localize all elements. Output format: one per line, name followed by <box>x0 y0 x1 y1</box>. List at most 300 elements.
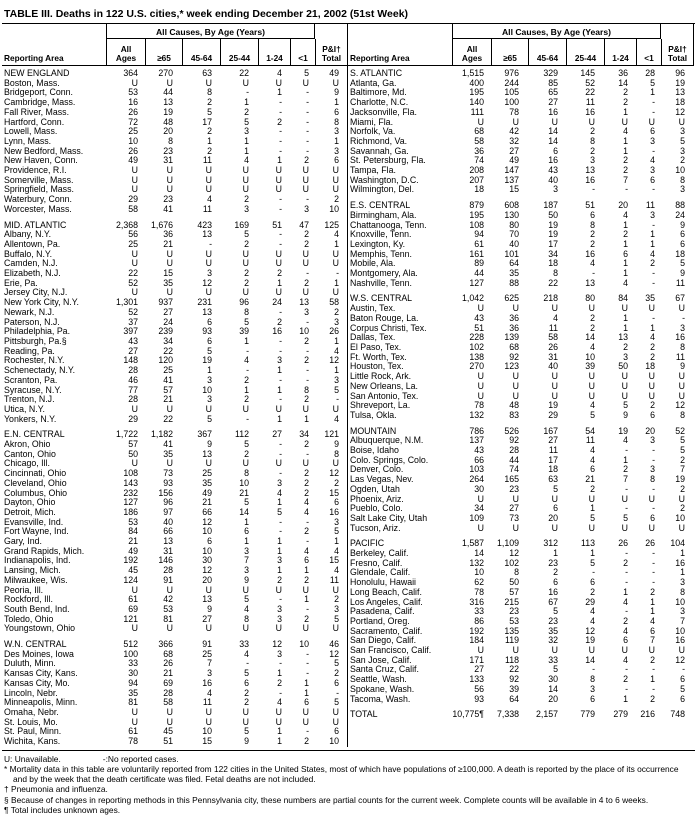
table-row <box>2 88 347 98</box>
left-header <box>2 24 347 66</box>
value-cell: 3 <box>334 145 339 156</box>
value-cell: 80 <box>509 219 519 230</box>
value-cell: 3 <box>304 203 309 214</box>
value-cell: U <box>512 493 519 504</box>
table-row <box>2 127 347 137</box>
value-cell: 2 <box>650 351 655 362</box>
value-cell: 28 <box>163 565 173 576</box>
reporting-area-cell: Indianapolis, Ind. <box>4 556 71 566</box>
value-cell: - <box>652 277 655 288</box>
reporting-area-cell: MOUNTAIN <box>350 426 397 436</box>
value-cell: 18 <box>675 248 685 259</box>
value-cell: 12 <box>675 654 685 665</box>
value-cell: U <box>302 623 309 634</box>
value-cell: U <box>166 258 173 269</box>
value-cell: 16 <box>548 155 558 166</box>
value-cell: 25 <box>128 238 138 249</box>
value-cell: U <box>621 522 628 533</box>
value-cell: 146 <box>158 555 173 566</box>
value-cell: 140 <box>469 97 484 108</box>
value-cell: 16 <box>585 248 595 259</box>
value-cell: 10 <box>585 351 595 362</box>
value-cell: U <box>302 403 309 414</box>
table-row <box>2 195 347 205</box>
value-cell: 2 <box>334 194 339 205</box>
reporting-area-cell: New York City, N.Y. <box>4 298 79 308</box>
value-cell: 24 <box>272 297 282 308</box>
value-cell: 29 <box>585 596 595 607</box>
value-cell: 69 <box>128 603 138 614</box>
value-cell: 9 <box>334 439 339 450</box>
value-cell: 11 <box>675 351 685 362</box>
value-cell: 1,515 <box>461 68 484 78</box>
value-cell: U <box>275 403 282 414</box>
value-cell: U <box>205 77 212 88</box>
value-cell: 8 <box>244 306 249 317</box>
value-cell: - <box>306 668 309 679</box>
value-cell: 7 <box>623 174 628 185</box>
value-cell: 5 <box>244 726 249 737</box>
value-cell: 23 <box>163 145 173 156</box>
value-cell: 1 <box>334 335 339 346</box>
value-cell: 80 <box>585 293 595 304</box>
value-cell: U <box>205 623 212 634</box>
value-cell: U <box>242 707 249 717</box>
value-cell: - <box>306 448 309 459</box>
value-cell: 3 <box>207 374 212 385</box>
value-cell: 1 <box>623 135 628 146</box>
value-cell: - <box>625 483 628 494</box>
reporting-area-cell: Allentown, Pa. <box>4 239 61 249</box>
value-cell: 3 <box>680 145 685 156</box>
value-cell: 22 <box>509 664 519 675</box>
table-row <box>2 450 347 460</box>
reporting-area-cell: Cambridge, Mass. <box>4 98 76 108</box>
value-cell: 5 <box>334 384 339 395</box>
value-cell: U <box>166 248 173 259</box>
table-row <box>2 586 347 596</box>
value-cell: 27 <box>128 345 138 356</box>
value-cell: 2 <box>277 316 282 327</box>
value-cell: 6 <box>334 726 339 737</box>
value-cell: 18 <box>548 464 558 475</box>
value-cell: 23 <box>163 194 173 205</box>
table-row <box>2 318 347 328</box>
footnote-marker: * <box>4 764 10 775</box>
header-line: Ages <box>461 53 483 63</box>
value-cell: U <box>512 371 519 382</box>
value-cell: 50 <box>509 577 519 588</box>
value-cell: 83 <box>509 409 519 420</box>
value-cell: 13 <box>585 277 595 288</box>
region-total-row <box>2 430 347 440</box>
value-cell: 5 <box>680 258 685 269</box>
value-cell: 13 <box>585 165 595 176</box>
value-cell: U <box>131 184 138 195</box>
table-row <box>2 737 347 747</box>
value-cell: 16 <box>548 106 558 117</box>
header-line: 25-44 <box>574 53 597 63</box>
table-row <box>2 376 347 386</box>
value-cell: 35 <box>548 625 558 636</box>
value-cell: 195 <box>469 87 484 98</box>
value-cell: - <box>652 683 655 694</box>
value-cell: U <box>275 623 282 634</box>
value-cell: - <box>306 658 309 669</box>
header-line: Total <box>667 53 688 63</box>
value-cell: U <box>648 645 655 656</box>
reporting-area-cell: Peoria, Ill. <box>4 585 44 595</box>
value-cell: 35 <box>509 268 519 279</box>
value-cell: 1 <box>680 548 685 559</box>
value-cell: - <box>306 268 309 279</box>
table-row <box>2 547 347 557</box>
value-cell: 10 <box>329 203 339 214</box>
value-cell: 3 <box>680 577 685 588</box>
footnote <box>4 805 693 815</box>
value-cell: 8 <box>590 219 595 230</box>
value-cell: 37 <box>128 316 138 327</box>
table-row <box>348 98 694 108</box>
reporting-area-cell: Las Vegas, Nev. <box>350 475 414 485</box>
value-cell: U <box>275 584 282 595</box>
value-cell: 26 <box>548 341 558 352</box>
value-cell: 21 <box>202 497 212 508</box>
value-cell: 44 <box>474 268 484 279</box>
region-total-row <box>348 69 694 79</box>
value-cell: - <box>652 454 655 465</box>
table-row <box>2 269 347 279</box>
table-row <box>348 675 694 685</box>
value-cell: - <box>246 413 249 424</box>
value-cell: 133 <box>469 674 484 685</box>
region-section <box>348 539 694 704</box>
value-cell: 156 <box>158 487 173 498</box>
table-row <box>348 568 694 578</box>
value-cell: 3 <box>650 209 655 220</box>
value-cell: U <box>332 165 339 176</box>
header-line: 45-64 <box>536 53 559 63</box>
reporting-area-cell: Miami, Fla. <box>350 117 394 127</box>
value-cell: - <box>306 87 309 98</box>
value-cell: 121 <box>324 429 339 440</box>
value-cell: 3 <box>244 203 249 214</box>
region-section <box>2 430 347 634</box>
value-cell: 186 <box>123 506 138 517</box>
value-cell: 4 <box>207 687 212 698</box>
value-cell: 13 <box>202 594 212 605</box>
value-cell: 2 <box>304 439 309 450</box>
value-cell: U <box>275 184 282 195</box>
value-cell: 215 <box>504 596 519 607</box>
footnote-text: Total includes unknown ages. <box>10 804 121 815</box>
value-cell: 96 <box>163 497 173 508</box>
value-cell: 169 <box>234 219 249 230</box>
value-cell: 31 <box>163 545 173 556</box>
value-cell: 10 <box>675 625 685 636</box>
value-cell: 15 <box>202 736 212 747</box>
age-column-header <box>106 39 145 65</box>
value-cell: 8 <box>680 586 685 597</box>
table-row <box>2 669 347 679</box>
value-cell: 41 <box>163 374 173 385</box>
value-cell: U <box>131 458 138 469</box>
table-row <box>2 308 347 318</box>
header-line: Total <box>321 53 342 63</box>
region-total-row <box>348 539 694 549</box>
footnote <box>4 764 693 784</box>
value-cell: 39 <box>509 683 519 694</box>
value-cell: 73 <box>163 468 173 479</box>
value-cell: 57 <box>128 439 138 450</box>
value-cell: U <box>275 258 282 269</box>
value-cell: 103 <box>469 464 484 475</box>
pi-header-spacer <box>661 24 693 39</box>
value-cell: 13 <box>618 332 628 343</box>
value-cell: U <box>205 184 212 195</box>
value-cell: 6 <box>623 248 628 259</box>
reporting-area-cell: Boston, Mass. <box>4 78 60 88</box>
value-cell: 6 <box>207 316 212 327</box>
table-row <box>348 79 694 89</box>
value-cell: U <box>302 165 309 176</box>
value-cell: 937 <box>158 297 173 308</box>
value-cell: 23 <box>509 483 519 494</box>
table-row <box>348 221 694 231</box>
table-row <box>2 230 347 240</box>
value-cell: 2 <box>650 693 655 704</box>
value-cell: 1 <box>277 497 282 508</box>
value-cell: 3 <box>553 184 558 195</box>
reporting-area-cell: Fall River, Mass. <box>4 107 70 117</box>
value-cell: 11 <box>329 574 339 585</box>
value-cell: - <box>652 97 655 108</box>
value-cell: U <box>131 258 138 269</box>
value-cell: 8 <box>334 448 339 459</box>
value-cell: 8 <box>553 268 558 279</box>
value-cell: 1 <box>623 322 628 333</box>
reporting-area-cell: San Antonio, Tex. <box>350 391 419 401</box>
value-cell: 20 <box>202 574 212 585</box>
value-cell: 3 <box>650 135 655 146</box>
table-row <box>2 405 347 415</box>
value-cell: 34 <box>548 248 558 259</box>
value-cell: U <box>588 371 595 382</box>
value-cell: 5 <box>334 526 339 537</box>
value-cell: 5 <box>207 345 212 356</box>
value-cell: 130 <box>504 209 519 220</box>
value-cell: 2 <box>207 97 212 108</box>
value-cell: 8 <box>680 341 685 352</box>
value-cell: 35 <box>645 293 655 304</box>
value-cell: U <box>131 248 138 259</box>
value-cell: 19 <box>618 425 628 436</box>
value-cell: 1 <box>277 668 282 679</box>
value-cell: 2 <box>244 374 249 385</box>
table-row <box>348 176 694 186</box>
table-row <box>348 504 694 514</box>
value-cell: - <box>279 335 282 346</box>
value-cell: U <box>205 716 212 727</box>
reporting-area-cell: Des Moines, Iowa <box>4 649 74 659</box>
value-cell: - <box>625 664 628 675</box>
value-cell: U <box>648 522 655 533</box>
value-cell: 33 <box>239 639 249 650</box>
table-row <box>348 485 694 495</box>
value-cell: 29 <box>548 409 558 420</box>
value-cell: 1 <box>650 596 655 607</box>
value-cell: 10 <box>202 545 212 556</box>
reporting-area-cell: New Orleans, La. <box>350 381 418 391</box>
reporting-area-cell: St. Louis, Mo. <box>4 717 58 727</box>
value-cell: - <box>306 106 309 117</box>
reporting-area-cell: MID. ATLANTIC <box>4 220 67 230</box>
age-column-header <box>604 39 636 65</box>
value-cell: 2 <box>304 477 309 488</box>
value-cell: 4 <box>334 565 339 576</box>
value-cell: 21 <box>128 536 138 547</box>
value-cell: 6 <box>207 536 212 547</box>
value-cell: 2 <box>590 229 595 240</box>
value-cell: 25 <box>163 365 173 376</box>
value-cell: 1 <box>623 106 628 117</box>
value-cell: U <box>302 584 309 595</box>
value-cell: 15 <box>163 268 173 279</box>
reporting-area-cell: Pueblo, Colo. <box>350 504 403 514</box>
reporting-area-header: Reporting Area <box>350 53 410 63</box>
value-cell: 6 <box>650 625 655 636</box>
value-cell: 12 <box>585 625 595 636</box>
value-cell: U <box>205 287 212 298</box>
value-cell: 40 <box>163 516 173 527</box>
reporting-area-cell: Columbus, Ohio <box>4 488 68 498</box>
value-cell: 20 <box>548 512 558 523</box>
value-cell: 1 <box>623 219 628 230</box>
value-cell: 27 <box>163 306 173 317</box>
value-cell: U <box>512 116 519 127</box>
value-cell: 1 <box>277 565 282 576</box>
value-cell: 5 <box>244 668 249 679</box>
reporting-area-cell: New Bedford, Mass. <box>4 146 84 156</box>
value-cell: 52 <box>585 77 595 88</box>
table-row <box>2 298 347 308</box>
reporting-area-cell: Providence, R.I. <box>4 166 67 176</box>
value-cell: U <box>166 716 173 727</box>
value-cell: 3 <box>590 155 595 166</box>
value-cell: - <box>279 448 282 459</box>
value-cell: 1 <box>277 413 282 424</box>
value-cell: U <box>242 403 249 414</box>
reporting-area-cell: Utica, N.Y. <box>4 404 45 414</box>
value-cell: 13 <box>202 229 212 240</box>
value-cell: 123 <box>504 361 519 372</box>
value-cell: 12 <box>272 639 282 650</box>
value-cell: 279 <box>613 709 628 720</box>
reporting-area-cell: Birmingham, Ala. <box>350 210 417 220</box>
value-cell: 8 <box>650 474 655 485</box>
left-rows <box>2 66 347 747</box>
reporting-area-cell: Lowell, Mass. <box>4 127 58 137</box>
value-cell: 1 <box>650 238 655 249</box>
value-cell: 4 <box>623 435 628 446</box>
value-cell: 1 <box>304 413 309 424</box>
value-cell: 2 <box>304 238 309 249</box>
table-row <box>2 527 347 537</box>
value-cell: 65 <box>548 87 558 98</box>
value-cell: 67 <box>675 293 685 304</box>
value-cell: 2 <box>623 674 628 685</box>
value-cell: 16 <box>675 557 685 568</box>
value-cell: 20 <box>618 200 628 211</box>
value-cell: 18 <box>675 97 685 108</box>
value-cell: 58 <box>163 697 173 708</box>
value-cell: 4 <box>244 155 249 166</box>
value-cell: 58 <box>474 135 484 146</box>
value-cell: 1 <box>334 238 339 249</box>
value-cell: 5 <box>334 658 339 669</box>
value-cell: 8 <box>244 613 249 624</box>
value-cell: U <box>332 584 339 595</box>
value-cell: 63 <box>202 68 212 78</box>
value-cell: U <box>678 390 685 401</box>
value-cell: 9 <box>680 268 685 279</box>
value-cell: U <box>166 174 173 185</box>
value-cell: - <box>652 483 655 494</box>
value-cell: 367 <box>197 429 212 440</box>
value-cell: 1 <box>244 135 249 146</box>
value-cell: 113 <box>580 538 595 549</box>
value-cell: 137 <box>504 174 519 185</box>
value-cell: - <box>625 577 628 588</box>
table-row <box>348 607 694 617</box>
value-cell: 9 <box>334 87 339 98</box>
value-cell: - <box>336 394 339 405</box>
value-cell: 2 <box>623 165 628 176</box>
value-cell: 27 <box>474 664 484 675</box>
value-cell: 9 <box>680 219 685 230</box>
table-row <box>348 137 694 147</box>
value-cell: U <box>477 380 484 391</box>
value-cell: 17 <box>548 238 558 249</box>
reporting-area-header: Reporting Area <box>4 53 64 63</box>
age-column-header <box>528 39 566 65</box>
reporting-area-cell: Jersey City, N.J. <box>4 288 68 298</box>
value-cell: 2 <box>590 126 595 137</box>
value-cell: U <box>302 77 309 88</box>
table-row <box>348 598 694 608</box>
value-cell: 3 <box>244 126 249 137</box>
value-cell: U <box>131 584 138 595</box>
table-row <box>348 88 694 98</box>
value-cell: 1 <box>277 536 282 547</box>
reporting-area-cell: El Paso, Tex. <box>350 342 402 352</box>
table-row <box>2 659 347 669</box>
table-row <box>2 356 347 366</box>
value-cell: 2 <box>650 258 655 269</box>
value-cell: 5 <box>590 557 595 568</box>
value-cell: 316 <box>469 596 484 607</box>
value-cell: U <box>242 77 249 88</box>
value-cell: 9 <box>244 574 249 585</box>
table-row <box>348 259 694 269</box>
footnote <box>4 784 693 794</box>
value-cell: - <box>279 238 282 249</box>
value-cell: 49 <box>509 155 519 166</box>
reporting-area-cell: W.S. CENTRAL <box>350 294 413 304</box>
value-cell: 512 <box>123 639 138 650</box>
table-row <box>2 118 347 128</box>
value-cell: U <box>131 716 138 727</box>
